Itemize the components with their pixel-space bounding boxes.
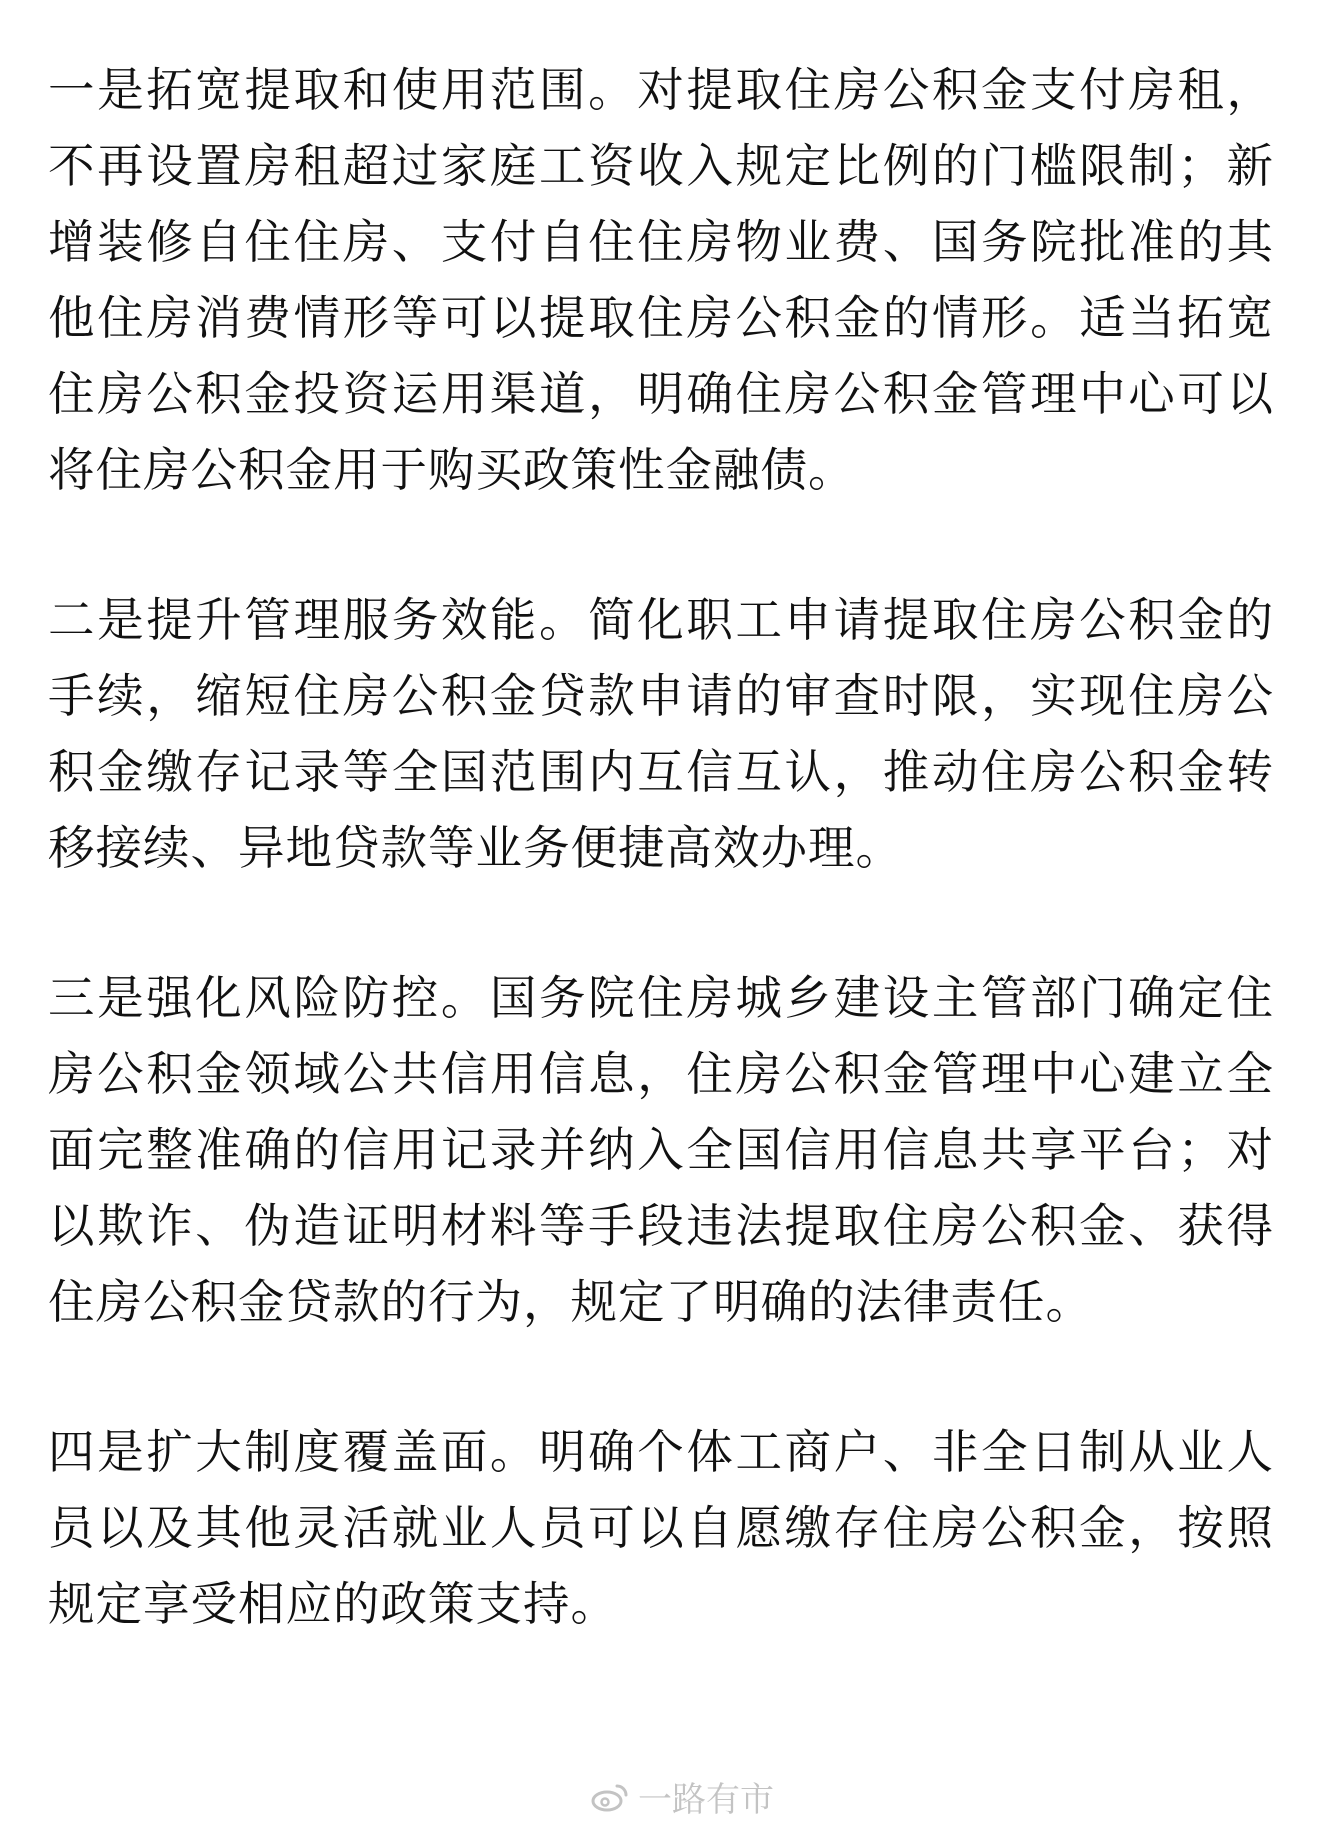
paragraph-1: 一是拓宽提取和使用范围。对提取住房公积金支付房租，不再设置房租超过家庭工资收入规定比例的门槛限制；新增装修自住住房、支付自住住房物业费、国务院批准的其他住房消费情形等可以提取住房公积金的情形。适当拓宽住房公积金投资运用渠道，明确住房公积金管理中心可以将住房公积金用于购买政策性金融债。 [48,63,1274,497]
paragraph-4: 四是扩大制度覆盖面。明确个体工商户、非全日制从业人员以及其他灵活就业人员可以自愿缴存住房公积金，按照规定享受相应的政策支持。 [48,1425,1274,1631]
paragraph-3: 三是强化风险防控。国务院住房城乡建设主管部门确定住房公积金领域公共信用信息，住房公积金管理中心建立全面完整准确的信用记录并纳入全国信用信息共享平台；对以欺诈、伪造证明材料等手段违法提取住房公积金、获得住房公积金贷款的行为，规定了明确的法律责任。 [48,971,1274,1329]
watermark-text: 一路有市 [638,1780,774,1820]
watermark [590,1772,774,1821]
article-body [48,52,1274,1716]
paragraph-2: 二是提升管理服务效能。简化职工申请提取住房公积金的手续，缩短住房公积金贷款申请的审查时限，实现住房公积金缴存记录等全国范围内互信互认，推动住房公积金转移接续、异地贷款等业务便捷高效办理。 [48,593,1274,875]
